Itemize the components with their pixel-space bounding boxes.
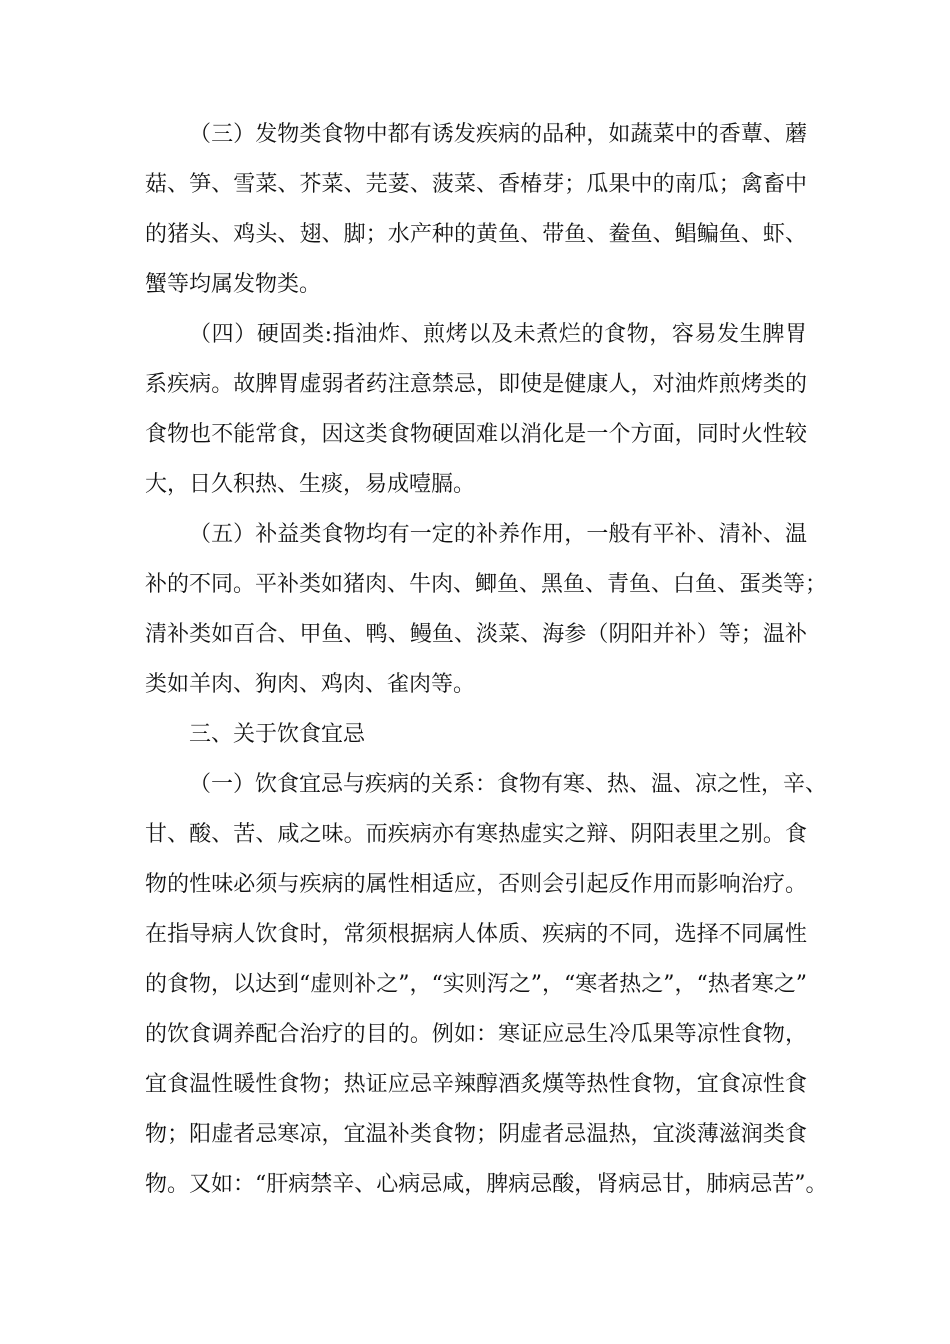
text-line: 系疾病。故脾胃虚弱者药注意禁忌，即使是健康人，对油炸煎烤类的	[145, 372, 807, 397]
text-line: （五）补益类食物均有一定的补养作用，一般有平补、清补、温	[189, 522, 807, 547]
text-line: 宜食温性暖性食物；热证应忌辛辣醇酒炙熯等热性食物，宜食凉性食	[145, 1072, 807, 1097]
text-line: 菇、笋、雪菜、芥菜、芫荽、菠菜、香椿芽；瓜果中的南瓜；禽畜中	[145, 172, 807, 197]
text-line: （四）硬固类:指油炸、煎烤以及未煮烂的食物，容易发生脾胃	[189, 322, 807, 347]
text-line: 物的性味必须与疾病的属性相适应，否则会引起反作用而影响治疗。	[145, 872, 807, 897]
text-line: 大，日久积热、生痰，易成噎膈。	[145, 472, 476, 497]
text-line: 甘、酸、苦、咸之味。而疾病亦有寒热虚实之辩、阴阳表里之别。食	[145, 822, 807, 847]
text-line: 物。又如：“肝病禁辛、心病忌咸，脾病忌酸，肾病忌甘，肺病忌苦”。	[145, 1172, 828, 1197]
text-line: 食物也不能常食，因这类食物硬固难以消化是一个方面，同时火性较	[145, 422, 807, 447]
text-line: 的饮食调养配合治疗的目的。例如：寒证应忌生冷瓜果等凉性食物，	[145, 1022, 807, 1047]
text-line: 蟹等均属发物类。	[145, 272, 322, 297]
text-line: 补的不同。平补类如猪肉、牛肉、鲫鱼、黑鱼、青鱼、白鱼、蛋类等；	[145, 572, 828, 597]
text-line: 清补类如百合、甲鱼、鸭、鳗鱼、淡菜、海参（阴阳并补）等；温补	[145, 622, 807, 647]
text-line: 物；阳虚者忌寒凉，宜温补类食物；阴虚者忌温热，宜淡薄滋润类食	[145, 1122, 807, 1147]
text-line: 的食物，以达到“虚则补之”，“实则泻之”，“寒者热之”，“热者寒之”	[145, 972, 807, 997]
text-line: （一）饮食宜忌与疾病的关系：食物有寒、热、温、凉之性，辛、	[189, 772, 828, 797]
text-line: 类如羊肉、狗肉、鸡肉、雀肉等。	[145, 672, 476, 697]
text-line: （三）发物类食物中都有诱发疾病的品种，如蔬菜中的香蕈、蘑	[189, 122, 807, 147]
section-heading: 三、关于饮食宜忌	[189, 722, 366, 747]
text-line: 的猪头、鸡头、翅、脚；水产种的黄鱼、带鱼、鲞鱼、鲳鳊鱼、虾、	[145, 222, 807, 247]
text-line: 在指导病人饮食时，常须根据病人体质、疾病的不同，选择不同属性	[145, 922, 807, 947]
